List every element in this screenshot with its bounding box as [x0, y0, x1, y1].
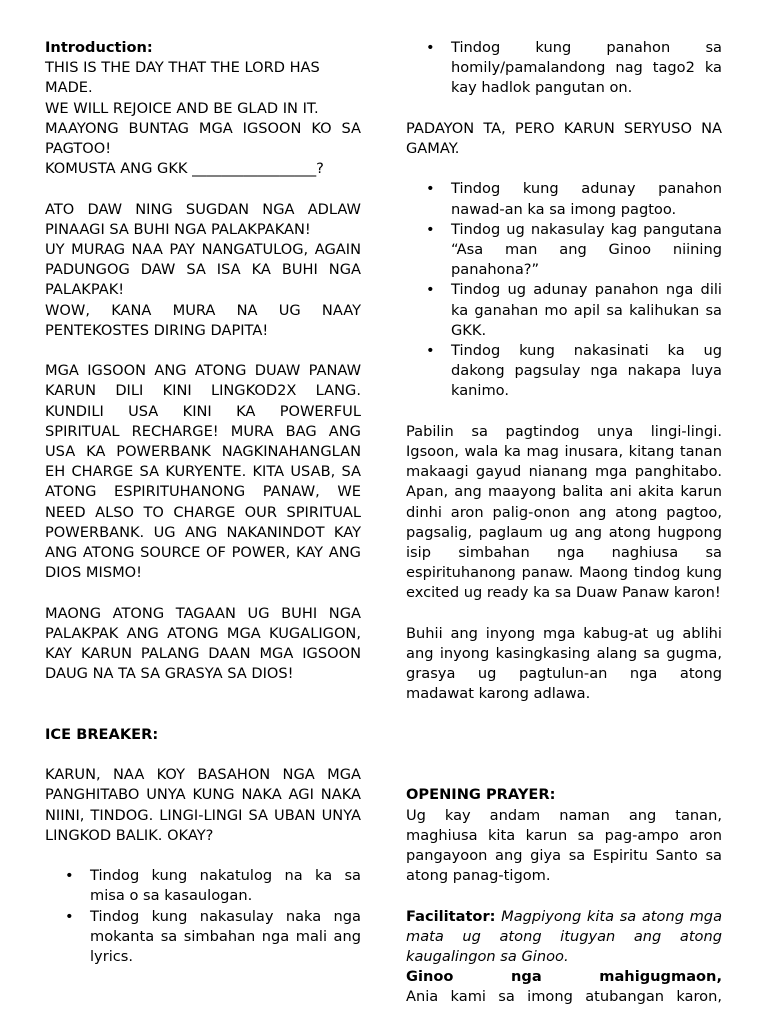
list-item: • Tindog kung adunay panahon nawad-an ka sa imong pagtoo.	[406, 179, 722, 219]
intro-line: WE WILL REJOICE AND BE GLAD IN IT.	[45, 99, 319, 117]
list-item: • Tindog kung nakatulog na ka sa misa o sa kasaulogan.	[45, 866, 361, 906]
list-item: • Tindog kung panahon sa homily/pamalandong nag tago2 ka kay hadlok pangutan on.	[406, 38, 722, 99]
list-item: • Tindog ug nakasulay kag pangutana “Asa man ang Ginoo niining panahona?”	[406, 220, 722, 281]
facilitator-label: Facilitator:	[406, 907, 496, 925]
ice-breaker-heading: ICE BREAKER:	[45, 725, 159, 743]
paragraph: MAONG ATONG TAGAAN UG BUHI NGA PALAKPAK ANG ATONG MGA KUGALIGON, KAY KARUN PALANG DAAN MGA IGSOON DAUG NA TA SA GRASYA SA DIOS!	[45, 604, 361, 683]
opening-prayer-heading: OPENING PRAYER:	[406, 786, 556, 804]
prayer-line: Ania kami sa imong atubangan karon,	[406, 988, 722, 1006]
intro-line: MAAYONG BUNTAG MGA IGSOON KO SA PAGTOO!	[45, 119, 361, 158]
paragraph: UY MURAG NAA PAY NANGATULOG, AGAIN PADUNGOG DAW SA ISA KA BUHI NGA PALAKPAK!	[45, 241, 361, 299]
bullet-list	[406, 38, 722, 99]
introduction-heading: Introduction:	[45, 39, 153, 56]
facilitator-paragraph	[406, 907, 722, 968]
list-item: • Tindog ug adunay panahon nga dili ka ganahan mo apil sa kalihukan sa GKK.	[406, 280, 722, 341]
bullet-list	[45, 866, 361, 967]
list-item: • Tindog kung nakasulay naka nga mokanta sa simbahan nga mali ang lyrics.	[45, 907, 361, 968]
facilitator-text: Magpiyong kita sa atong mga mata ug atong itugyan ang atong kaugalingon sa Ginoo.	[406, 907, 723, 965]
paragraph: Buhii ang inyong mga kabug-at ug ablihi ang inyong kasingkasing alang sa gugma, grasya ug pagtulun-an nga atong madawat karong adlawa.	[406, 624, 722, 703]
paragraph: WOW, KANA MURA NA UG NAAY PENTEKOSTES DIRING DAPITA!	[45, 301, 361, 339]
list-item: • Tindog kung nakasinati ka ug dakong pagsulay nga nakapa luya kanimo.	[406, 341, 722, 402]
paragraph: ATO DAW NING SUGDAN NGA ADLAW PINAAGI SA BUHI NGA PALAKPAKAN!	[45, 200, 361, 238]
intro-line: KOMUSTA ANG GKK _________________?	[45, 160, 324, 178]
paragraph: Pabilin sa pagtindog unya lingi-lingi. Igsoon, wala ka mag inusara, kitang tanan makaagi gayud nianang mga panghitabo. Apan, ang maayong balita ani akita karun dinhi aron palig-onon ang atong pagtoo, pagsalig, paglaum ug ang atong hugpong isip simbahan nga naghiusa sa espirituhanong panaw. Maong tindog kung excited ug ready ka sa Duaw Panaw karon!	[406, 422, 722, 602]
prayer-line: Ginoo nga mahigugmaon,	[406, 968, 722, 986]
paragraph: PADAYON TA, PERO KARUN SERYUSO NA GAMAY.	[406, 119, 722, 157]
paragraph: Ug kay andam naman ang tanan, maghiusa kita karun sa pag-ampo aron pangayoon ang giya sa Espiritu Santo sa atong panag-tigom.	[406, 806, 722, 885]
paragraph: MGA IGSOON ANG ATONG DUAW PANAW KARUN DILI KINI LINGKOD2X LANG. KUNDILI USA KINI KA POWERFUL SPIRITUAL RECHARGE! MURA BAG ANG USA KA POWERBANK NAGKINAHANGLAN EH CHARGE SA KURYENTE. KITA USAB, SA ATONG ESPIRITUHANONG PANAW, WE NEED ALSO TO CHARGE OUR SPIRITUAL POWERBANK. UG ANG NAKANINDOT KAY ANG ATONG SOURCE OF POWER, KAY ANG DIOS MISMO!	[45, 362, 361, 582]
left-column	[45, 38, 361, 967]
right-column	[406, 38, 722, 1008]
bullet-list	[406, 179, 722, 401]
intro-line: THIS IS THE DAY THAT THE LORD HAS MADE.	[45, 59, 320, 97]
paragraph: KARUN, NAA KOY BASAHON NGA MGA PANGHITABO UNYA KUNG NAKA AGI NAKA NIINI, TINDOG. LINGI-LINGI SA UBAN UNYA LINGKOD BALIK. OKAY?	[45, 766, 361, 844]
